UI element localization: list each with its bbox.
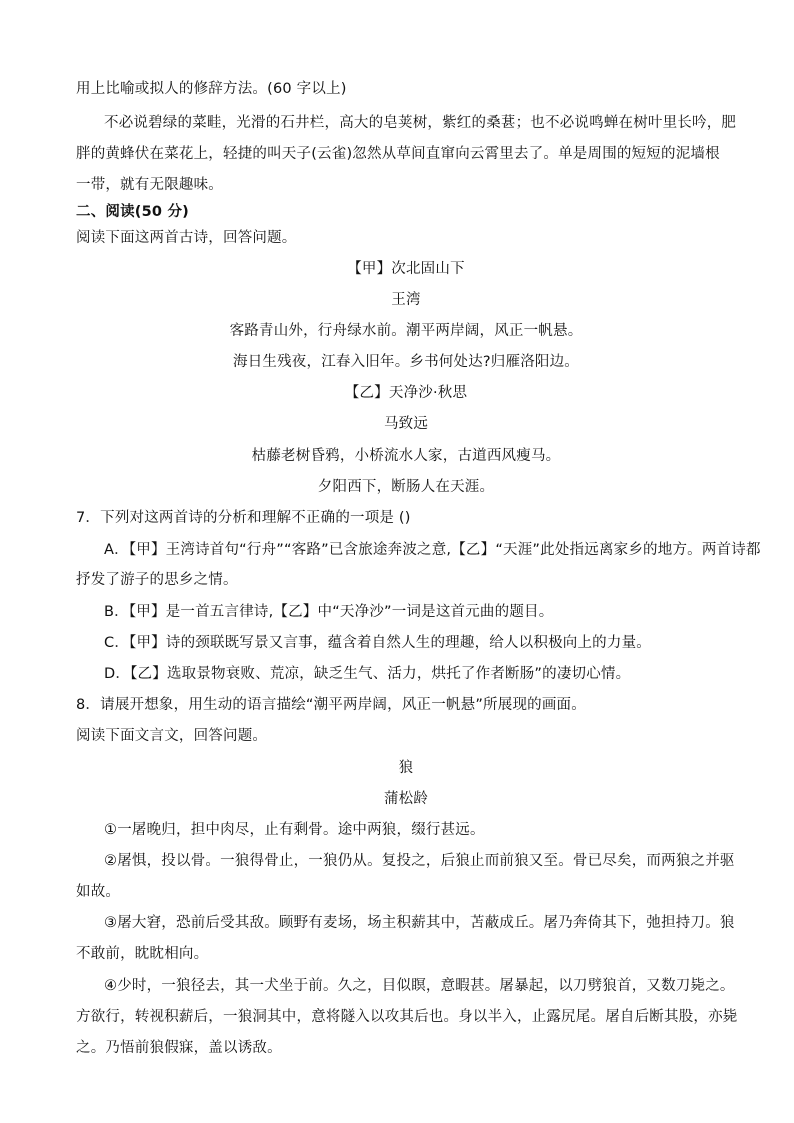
paragraph-4: ④少时，一狼径去，其一犬坐于前。久之，目似瞑，意暇甚。屠暴起，以刀劈狼首，又数刀毙之。 — [104, 978, 735, 994]
text-title: 狼 — [398, 760, 414, 776]
poem-line: 枯藤老树昏鸦，小桥流水人家，古道西风瘦马。 — [251, 448, 561, 464]
poem-title: 【甲】次北固山下 — [347, 261, 465, 277]
paragraph-2-cont: 如故。 — [76, 884, 121, 900]
option-b: B．【甲】是一首五言律诗,【乙】中“天净沙”一词是这首元曲的题目。 — [104, 604, 554, 620]
question-8: 8．请展开想象，用生动的语言描绘“潮平两岸阔，风正一帆悬”所展现的画面。 — [76, 697, 586, 713]
option-c: C．【甲】诗的颈联既写景又言事，蕴含着自然人生的理趣，给人以积极向上的力量。 — [104, 635, 651, 651]
instruction-line: 阅读下面文言文，回答问题。 — [76, 728, 268, 744]
poem-line: 海日生残夜，江春入旧年。乡书何处达?归雁洛阳边。 — [233, 354, 579, 370]
paragraph-3: ③屠大窘，恐前后受其敌。顾野有麦场，场主积薪其中，苫蔽成丘。屠乃奔倚其下，弛担持刀。狼 — [104, 915, 735, 931]
section-heading: 二、阅读(50 分) — [76, 204, 189, 220]
option-a: A．【甲】王湾诗首句“行舟”“客路”已含旅途奔波之意,【乙】“天涯”此处指远离家乡的地方。两首诗都 — [104, 542, 761, 558]
paragraph-line: 胖的黄蜂伏在菜花上，轻捷的叫天子(云雀)忽然从草间直窜向云霄里去了。单是周围的短短的泥墙根 — [76, 146, 720, 162]
option-d: D．【乙】选取景物衰败、荒凉，缺乏生气、活力，烘托了作者断肠”的凄切心情。 — [104, 666, 631, 682]
paragraph-3-cont: 不敢前，眈眈相向。 — [76, 946, 209, 962]
paragraph-1: ①一屠晚归，担中肉尽，止有剩骨。途中两狼，缀行甚远。 — [104, 822, 485, 838]
question-7: 7．下列对这两首诗的分析和理解不正确的一项是 () — [76, 510, 411, 526]
poem-author: 王湾 — [391, 292, 421, 308]
instruction-line: 阅读下面这两首古诗，回答问题。 — [76, 230, 297, 246]
poem-title: 【乙】天净沙·秋思 — [344, 385, 468, 401]
paragraph-4-cont: 方欲行，转视积薪后，一狼洞其中，意将隧入以攻其后也。身以半入，止露尻尾。屠自后断其股，亦毙 — [76, 1009, 738, 1025]
option-a-cont: 抒发了游子的思乡之情。 — [76, 572, 238, 588]
poem-line: 夕阳西下，断肠人在天涯。 — [317, 479, 495, 495]
paragraph-2: ②屠惧，投以骨。一狼得骨止，一狼仍从。复投之，后狼止而前狼又至。骨已尽矣，而两狼之并驱 — [104, 853, 735, 869]
paragraph-line: 一带，就有无限趣味。 — [76, 177, 223, 193]
paragraph-4-cont: 之。乃悟前狼假寐，盖以诱敌。 — [76, 1040, 282, 1056]
poem-author: 马致远 — [383, 416, 429, 432]
poem-line: 客路青山外，行舟绿水前。潮平两岸阔，风正一帆悬。 — [229, 323, 583, 339]
paragraph-line: 不必说碧绿的菜畦，光滑的石井栏，高大的皂荚树，紫红的桑葚；也不必说鸣蝉在树叶里长吟，肥 — [104, 115, 737, 131]
prompt-line: 用上比喻或拟人的修辞方法。(60 字以上) — [76, 81, 347, 97]
text-author: 蒲松龄 — [383, 791, 429, 807]
